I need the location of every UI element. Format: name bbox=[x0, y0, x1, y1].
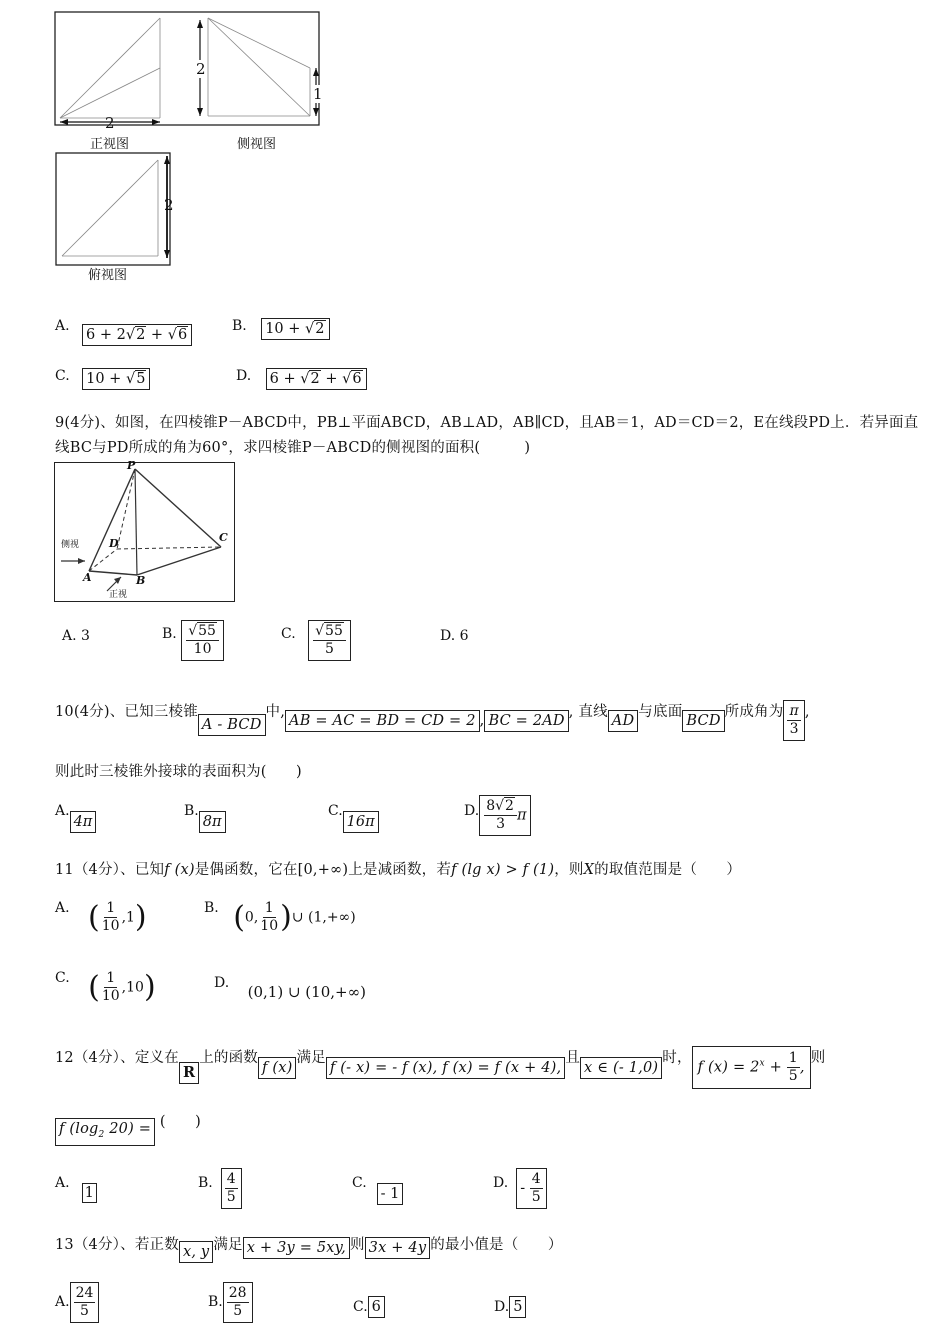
q13-option-a[interactable]: A. $\frac{24}{5}$ bbox=[55, 1282, 99, 1323]
q8-option-b[interactable] bbox=[232, 318, 330, 340]
math-bc-ad: BC = 2AD bbox=[484, 710, 568, 732]
q13-option-b[interactable]: B. $\frac{28}{5}$ bbox=[208, 1282, 253, 1323]
q9-option-a[interactable]: A. 3 bbox=[62, 628, 90, 644]
option-label: B. bbox=[232, 318, 247, 334]
option-formula: $\frac{√55}{5}$ bbox=[308, 620, 351, 661]
top-view-dim: 2 bbox=[164, 196, 174, 214]
q10-option-a[interactable]: A.4π bbox=[55, 803, 96, 833]
math-inequality: f (lg x) > f (1) bbox=[451, 862, 555, 878]
q8-option-d[interactable] bbox=[236, 368, 367, 390]
q11-option-c[interactable]: C. ( $\frac{1}{10}$ ,10) bbox=[55, 969, 156, 1005]
front-view-dim: 2 bbox=[105, 114, 115, 132]
q12-option-a[interactable]: A.1 bbox=[55, 1175, 97, 1203]
q12-option-d[interactable]: D. - $\frac{4}{5}$ bbox=[493, 1168, 547, 1209]
option-formula: $\frac{√55}{10}$ bbox=[181, 620, 224, 661]
q9-option-d[interactable]: D. 6 bbox=[440, 628, 469, 644]
option-formula: 10 + √5 bbox=[82, 368, 150, 390]
q12-option-b[interactable]: B. $\frac{4}{5}$ bbox=[198, 1168, 242, 1209]
math-constraint: x + 3y = 5xy, bbox=[243, 1237, 350, 1259]
math-odd-periodic: f (- x) = - f (x), f (x) = f (x + 4), bbox=[326, 1057, 565, 1079]
q11-option-d[interactable]: D. (0,1) ∪ (10,+∞) bbox=[214, 975, 366, 1001]
q10-option-d[interactable]: D. $\frac{8√2}{3}$ π bbox=[464, 795, 531, 836]
vertex-b: B bbox=[136, 574, 146, 587]
q9-line-2: 线BC与PD所成的角为60°，求四棱锥P－ABCD的侧视图的面积( ) bbox=[55, 440, 531, 456]
q10-stem: 10(4分)、已知三棱锥A - BCD中,AB = AC = BD = CD = 2 , BC = 2AD, 直线AD与底面BCD所成角为 $\frac{\pi}{3}$ , bbox=[55, 700, 945, 741]
math-r: R bbox=[179, 1062, 199, 1084]
side-view-label: 侧视 bbox=[61, 540, 80, 550]
option-formula: 10 + √2 bbox=[261, 318, 329, 340]
math-edge-equalities: AB = AC = BD = CD = 2 bbox=[285, 710, 480, 732]
top-view-caption: 俯视图 bbox=[88, 268, 128, 283]
q13-option-d[interactable]: D. 5 bbox=[494, 1296, 526, 1318]
math-f-def: f $(x) = 2^x$ + $\frac{1}{5}$ , bbox=[692, 1046, 811, 1089]
q12-line-2: f ($\log_2$ 20) = ( ) bbox=[55, 1110, 201, 1146]
math-ad: AD bbox=[608, 710, 639, 732]
vertex-c: C bbox=[219, 531, 228, 544]
math-f-x: f (x) bbox=[164, 862, 195, 878]
option-label: A. bbox=[55, 318, 70, 334]
option-label: D. bbox=[236, 368, 252, 384]
q11-option-b[interactable]: B. (0, $\frac{1}{10}$ )∪ (1,+∞) bbox=[204, 899, 356, 935]
math-x: X bbox=[583, 862, 595, 878]
math-xy: x, y bbox=[179, 1241, 213, 1263]
option-label: B. bbox=[162, 626, 177, 642]
q9-option-b[interactable] bbox=[162, 620, 224, 661]
vertex-d: D bbox=[109, 537, 119, 550]
q8-option-a[interactable] bbox=[55, 318, 192, 346]
q9-line-1: 9(4分)、如图，在四棱锥P－ABCD中，PB⊥平面ABCD，AB⊥AD，AB∥CD，且AB＝1，AD＝CD＝2，E在线段PD上．若异面直 bbox=[55, 415, 919, 431]
q8-option-c[interactable] bbox=[55, 368, 150, 390]
front-view-caption: 正视图 bbox=[90, 137, 130, 152]
side-view-caption: 侧视图 bbox=[237, 137, 277, 152]
q12-option-c[interactable]: C.- 1 bbox=[352, 1175, 403, 1205]
q11-stem: 11（4分）、已知f (x)是偶函数，它在[0,+∞)上是减函数，若f (lg x) > f (1)，则X的取值范围是（ ） bbox=[55, 862, 742, 878]
q9-option-c[interactable] bbox=[281, 620, 351, 661]
q10-line-2: 则此时三棱锥外接球的表面积为( ) bbox=[55, 764, 302, 780]
math-angle: $\frac{\pi}{3}$ bbox=[783, 700, 804, 741]
q13-stem: 13（4分）、若正数 x, y 满足 x + 3y = 5xy, 则 3x + 4y 的最小值是（ ） bbox=[55, 1233, 945, 1263]
q9-stem bbox=[55, 411, 935, 461]
three-views-figure bbox=[50, 8, 330, 283]
option-formula: 6 + √2 + √6 bbox=[266, 368, 367, 390]
q13-option-c[interactable]: C. 6 bbox=[353, 1296, 385, 1318]
math-interval: [0,+∞) bbox=[297, 862, 349, 878]
math-f-log: f ($\log_2$ 20) = bbox=[55, 1118, 155, 1146]
front-view-label: 正视 bbox=[109, 590, 128, 600]
option-label: C. bbox=[281, 626, 296, 642]
side-view-dim-short: 1 bbox=[313, 85, 323, 103]
q10-option-b[interactable]: B.8π bbox=[184, 803, 226, 833]
option-label: C. bbox=[55, 368, 70, 384]
option-formula: 6 + 2√2 + √6 bbox=[82, 324, 192, 346]
q11-option-a[interactable]: A. ( $\frac{1}{10}$ ,1) bbox=[55, 899, 147, 935]
math-bcd: BCD bbox=[682, 710, 724, 732]
vertex-p: P bbox=[127, 459, 136, 472]
vertex-a: A bbox=[83, 571, 92, 584]
q10-option-c[interactable]: C.16π bbox=[328, 803, 379, 833]
side-view-dim-tall: 2 bbox=[196, 60, 206, 78]
math-f-x: f (x) bbox=[258, 1057, 296, 1079]
math-objective: 3x + 4y bbox=[365, 1237, 431, 1259]
q12-stem: 12（4分）、定义在R上的函数f (x)满足f (- x) = - f (x), f (x) = f (x + 4),且x ∈ (- 1,0)时，f $(x) = 2^x$ + $\frac{1}{5}$ ,则 bbox=[55, 1046, 945, 1089]
q9-pyramid-figure bbox=[54, 459, 235, 602]
math-domain: x ∈ (- 1,0) bbox=[580, 1057, 662, 1079]
math-tetrahedron: A - BCD bbox=[198, 714, 266, 736]
